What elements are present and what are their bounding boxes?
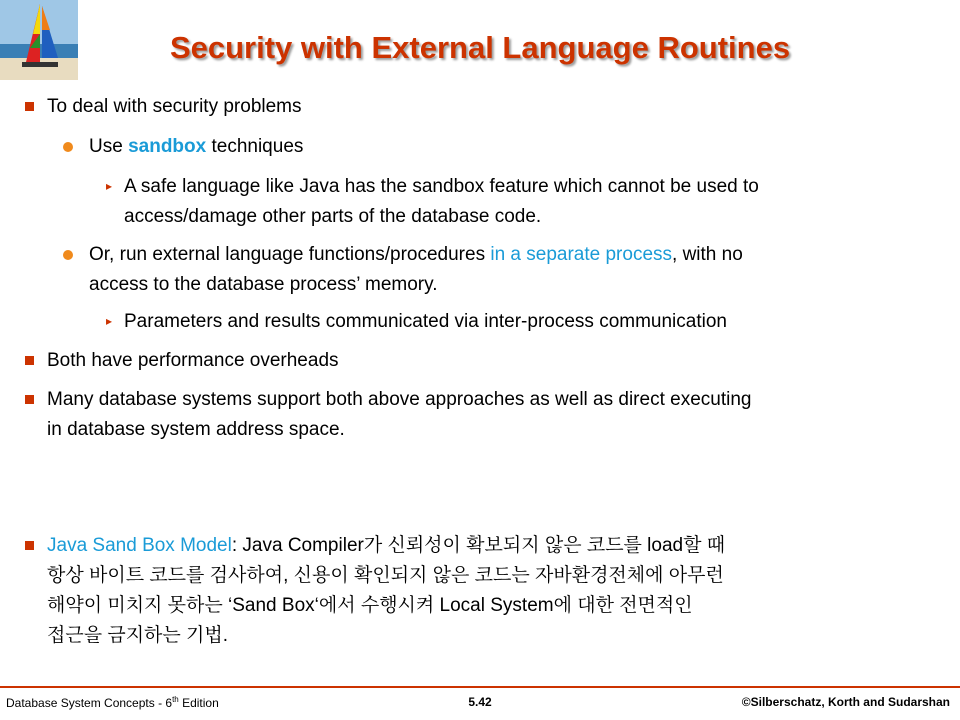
square-bullet-icon bbox=[25, 102, 34, 111]
round-bullet-icon bbox=[63, 250, 73, 260]
footer-page-number: 5.42 bbox=[468, 695, 492, 709]
footer-copyright: ©Silberschatz, Korth and Sudarshan bbox=[741, 695, 950, 709]
bullet-1-1-1-line2: access/damage other parts of the database code. bbox=[124, 206, 542, 227]
bullet-3-line1: Many database systems support both above approaches as well as direct executing bbox=[47, 389, 752, 410]
square-bullet-icon bbox=[25, 395, 34, 404]
triangle-bullet-icon: ▸ bbox=[106, 179, 113, 193]
bullet-1-2-suffix: , with no bbox=[672, 244, 743, 265]
bullet-4-line4: 접근을 금지하는 기법. bbox=[47, 625, 229, 646]
bullet-1-1-suffix: techniques bbox=[206, 136, 304, 157]
footer-edition-sup: th bbox=[172, 695, 179, 704]
bullet-1-1-1-line1: A safe language like Java has the sandbox feature which cannot be used to bbox=[124, 176, 759, 197]
triangle-bullet-icon: ▸ bbox=[106, 314, 113, 328]
bullet-4-line2: 항상 바이트 코드를 검사하여, 신용이 확인되지 않은 코드는 자바환경전체에 아무런 bbox=[47, 565, 724, 586]
bullet-1-2-prefix: Or, run external language functions/procedures bbox=[89, 244, 491, 265]
bullet-2: Both have performance overheads bbox=[47, 350, 339, 371]
bullet-1: To deal with security problems bbox=[47, 96, 302, 117]
footer-book-title bbox=[6, 695, 219, 710]
bullet-4-line1 bbox=[47, 531, 725, 561]
bullet-1-2-line1 bbox=[89, 240, 743, 270]
java-sandbox-model-term: Java Sand Box Model bbox=[47, 535, 232, 556]
bullet-1-1-prefix: Use bbox=[89, 136, 129, 157]
square-bullet-icon bbox=[25, 541, 34, 550]
round-bullet-icon bbox=[63, 142, 73, 152]
slide-title: Security with External Language Routines bbox=[169, 30, 791, 65]
square-bullet-icon bbox=[25, 356, 34, 365]
bullet-1-2-1: Parameters and results communicated via inter-process communication bbox=[124, 311, 727, 332]
slide-footer bbox=[0, 686, 960, 720]
bullet-4-line3: 해약이 미치지 못하는 ‘Sand Box‘에서 수행시켜 Local System에 대한 전면적인 bbox=[47, 595, 693, 616]
bullet-3-line2: in database system address space. bbox=[47, 419, 345, 440]
separate-process-phrase: in a separate process bbox=[490, 244, 673, 265]
footer-book-title-end: Edition bbox=[178, 696, 219, 710]
sandbox-keyword: sandbox bbox=[128, 136, 207, 157]
bullet-4-line1-suffix: : Java Compiler가 신뢰성이 확보되지 않은 코드를 load할 때 bbox=[231, 535, 726, 556]
footer-divider bbox=[0, 686, 960, 688]
footer-book-title-text: Database System Concepts - 6 bbox=[6, 696, 173, 710]
bullet-1-1 bbox=[89, 132, 303, 162]
bullet-1-2-line2: access to the database process’ memory. bbox=[89, 274, 438, 295]
